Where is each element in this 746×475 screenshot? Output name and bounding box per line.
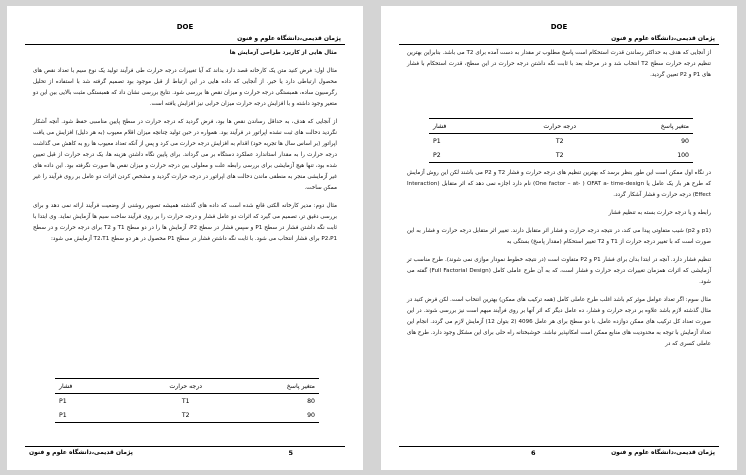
table-cell: T2 <box>142 408 229 423</box>
paragraph: (p1 و p2) شیب متفاوتی پیدا می کند، در نتیجه درجه حرارت و فشار اثر متقابل دارند. تغییر اثر متقابل درجه حرارت و فشار به این صورت است که با تغییر درجه حرارت از T1 و T2 تغییر استحکام (مقدار پاسخ) بستگی به <box>407 228 711 245</box>
table-row <box>55 408 319 423</box>
paragraph: تنظیم فشار دارد. آنچه در ابتدا بدان برای فشار P1 و P2 متفاوت است (در نتیجه خطوط نمودار موازی نمی شوند). طرح مناسب تر آزمایشی که اثرات همزمان تغییرات درجه حرارت و فشار است، که به آن طرح عاملی کامل (Full Factorial Design) گفته می شود. <box>407 257 712 285</box>
paragraph: از آنجایی که هدف، به حداقل رساندن نقص ها بود، فرض گردید که درجه حرارت در سطح پایین مناسبی حفظ شود. آنچه آشکار نگردید دخالت های ثبت نشده اپراتور در فرآیند بود. همواره در حین تولید چنانچه میزان اقلام معیوب (به هر دلیل) افزایش می یافت اپراتور (بر اساس سال ها تجربه خود) اقدام به افزایش درجه حرارت می کرد و پس از آنکه تعداد معیوب ها رو به کاهش می گذاشت درجه حرارت را به مقدار استاندارد عملکرد دستگاه بر می گرداند. برای پایین نگاه داشتن هزینه ها، یک درجه حرارت از قبل تعیین شده بود، تنها هیچ آزمایشی برای بررسی رابطه علت و معلولی بین درجه حرارت و میزان نقص ها صورت نگرفته بود. این داده های غیر آزمایشی منجر به منطقی ماندن دخالت های اپراتور در درجه حرارت گردید و مشخص کردن اثرات دو عامل بر روی فرآیند را غیر ممکن ساخت. <box>33 119 337 191</box>
table-header-row <box>55 379 319 394</box>
table-header-cell: فشار <box>429 119 516 134</box>
page-body-bottom <box>407 168 711 357</box>
page-number: 6 <box>531 449 536 457</box>
paragraph: در نگاه اول ممکن است این طور بنظر برسد که بهترین تنظیم های درجه حرارت و فشار T2 و P2 می باشند لکن این روش آزمایش که طرح هر بار یک عامل یا One factor – at- ) OFAT a- time-design) نام دارد اجازه نمی دهد که اثر متقابل (Interaction Effect) درجه حرارت و فشار آشکار گردد. <box>407 170 712 198</box>
paragraph: مثال اول: فرض کنید متن یک کارخانه قصد دارد بداند که آیا تغییرات درجه حرارت طی فرآیند تولید یک نوع سیم با تعداد نقص های محصول ارتباطی دارد یا خیر. از آنجایی که داده هایی در این ارتباط از قبل موجود بود تصمیم گرفته شد با استفاده از تحلیل رگرسیون ساده، همبستگی درجه حرارت و میزان نقص ها بررسی شود. نتایج بررسی نشان داد که همبستگی مثبت بالایی بین این دو متغیر وجود داشته و با افزایش درجه حرارت میزان خرابی نیز افزایش یافته است. <box>33 68 337 107</box>
table-cell: T2 <box>555 137 564 145</box>
table-cell: 90 <box>681 137 689 145</box>
table-header-cell: درجه حرارت <box>142 379 229 394</box>
table-cell: T2 <box>516 148 603 163</box>
paragraph: رابطه و یا درجه حرارت بسته به تنظیم فشار <box>608 210 711 216</box>
document-page-right <box>381 6 737 470</box>
footer-divider <box>399 446 719 447</box>
page-body <box>33 48 337 252</box>
table-header-row <box>429 119 693 134</box>
table-cell: P1 <box>59 397 67 405</box>
header-title: DOE <box>176 23 194 31</box>
footer-divider <box>25 446 345 447</box>
document-page-left <box>7 6 363 470</box>
footer-author: پژمان قدیمی،دانشگاه علوم و فنون <box>29 449 133 456</box>
page-number: 5 <box>288 449 293 457</box>
table-header-cell: متغیر پاسخ <box>603 119 693 134</box>
table-row <box>429 148 693 163</box>
header-author: پژمان قدیمی،دانشگاه علوم و فنون <box>611 35 715 42</box>
data-table <box>55 378 319 423</box>
table-header-cell: فشار <box>55 379 142 394</box>
header-divider <box>399 44 719 45</box>
paragraph: مثال سوم: اگر تعداد عوامل موثر کم باشد اغلب طرح عاملی کامل (همه ترکیب های ممکن) بهترین انتخاب است. لکن فرض کنید در مثال گذشته لازم باشد علاوه بر درجه حرارت و فشار، ده عامل دیگر که اثر آنها بر روی فرآیند مبهم است نیز بررسی شوند. در این صورت تعداد کل ترکیب های ممکن دوازده عامل، با دو سطح برای هر عامل 4096 (2 بتوان 12) آزمایش لازم می گردد. انجام این تعداد آزمایش با توجه به محدودیت های منابع ممکن است امکانپذیر نباشد. خوشبختانه راه حلی برای این مشکل وجود دارد. طرح های عاملی کسری که در <box>407 297 711 347</box>
table-header-cell: متغیر پاسخ <box>229 379 319 394</box>
table-cell: P1 <box>55 408 142 423</box>
table-cell: P2 <box>429 148 516 163</box>
table-row <box>55 394 319 409</box>
paragraph: از آنجایی که هدف به حداکثر رساندن قدرت استحکام است پاسخ مطلوب تر مقدار به دست آمده برای T2 می باشد. بنابراین بهترین تنظیم درجه حرارت سطح T2 انتخاب شد و در مرحله بعد با ثابت نگه داشتن درجه حرارت در این سطح، قدرت استحکام با فشار های P1 و P2 تعیین گردید. <box>407 50 712 78</box>
header-author: پژمان قدیمی،دانشگاه علوم و فنون <box>237 35 341 42</box>
table-cell: 90 <box>229 408 319 423</box>
table-cell: 80 <box>307 397 315 405</box>
footer-author: پژمان قدیمی،دانشگاه علوم و فنون <box>611 449 715 456</box>
header-title: DOE <box>550 23 568 31</box>
section-heading: مثال هایی از کاربرد طراحی آزمایش ها <box>229 50 337 56</box>
table-cell: T1 <box>181 397 190 405</box>
paragraph: مثال دوم: مدیر کارخانه الکتی قانع شده است که داده های گذشته همیشه تصویر روشنی از وضعیت فرآیند ارائه نمی دهد و برای بررسی دقیق تر، تصمیم می گیرد که اثرات دو عامل فشار و درجه حرارت را بر روی فرآیند ساخت سیم ها آزمایش نماید. وی ابتدا با ثابت نگه داشتن فشار در سطح P1 و سپس فشار در سطح P2، آزمایش ها را در دو سطح T1 و T2 برای درجه حرارت و در سطح P2،P1 برای فشار انتخاب می شود. با ثابت نگه داشتن فشار در سطح P1 محصول در هر دو سطح T2،T1 آزمایش می شود: <box>33 203 337 242</box>
table-header-cell: درجه حرارت <box>516 119 603 134</box>
table-cell: 100 <box>603 148 693 163</box>
header-divider <box>25 44 345 45</box>
table-cell: P1 <box>433 137 441 145</box>
data-table <box>429 118 693 163</box>
page-body-top <box>407 48 711 88</box>
table-row <box>429 134 693 149</box>
